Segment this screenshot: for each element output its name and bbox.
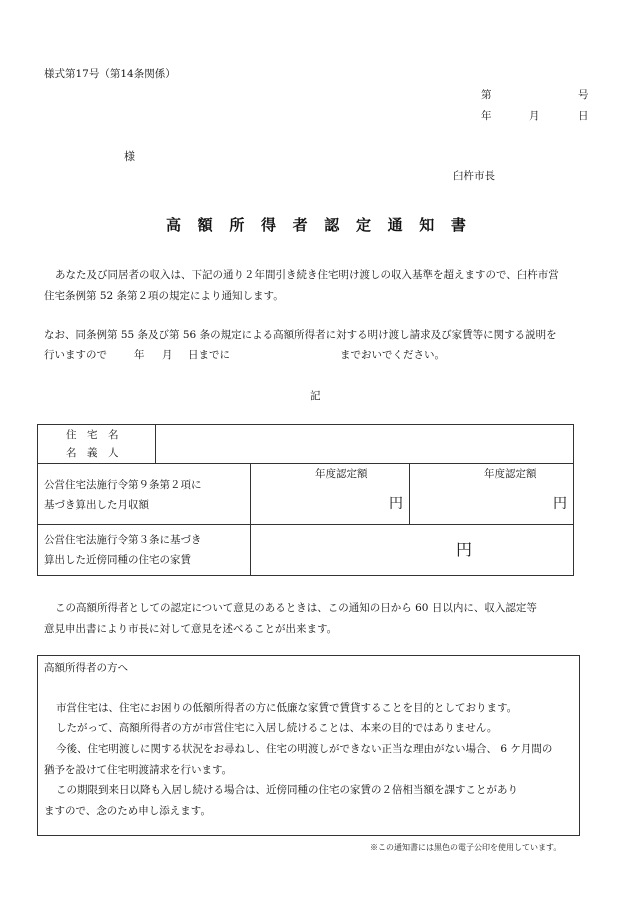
nendo-label-2: 年度認定額 [484, 468, 537, 480]
table-vline [409, 463, 410, 525]
notice-line: 市営住宅は、住宅にお困りの低額所得者の方に低廉な家賃で賃貸することを目的としております。 [56, 702, 518, 714]
page-title [166, 214, 466, 235]
notice-line: したがって、高額所得者の方が市営住宅に入居し続けることは、本来の目的ではありません。 [56, 722, 498, 734]
ki-label: 記 [310, 390, 321, 402]
notice-line: この期限到来日以降も入居し続ける場合は、近傍同種の住宅の家賃の２倍相当額を課すことがあり [56, 784, 518, 796]
yen-2: 円 [553, 496, 567, 512]
para3-line1: この高額所得者としての認定について意見のあるときは、この通知の日から 60 日以内に、収入認定等 [55, 602, 537, 614]
para1-line2: 住宅条例第 52 条第２項の規定により通知します。 [44, 290, 284, 302]
title-char: 額 [197, 216, 213, 234]
date-day: 日 [578, 110, 589, 122]
title-char: 定 [355, 216, 371, 234]
title-char: 所 [229, 216, 245, 234]
title-char: 得 [260, 216, 276, 234]
para2-line1: なお、同条例第 55 条及び第 56 条の規定による高額所得者に対する明け渡し請求及び家賃等に関する説明を [44, 329, 557, 341]
notice-heading: 高額所得者の方へ [44, 662, 128, 674]
table-vline [155, 424, 156, 464]
row3-label-2: 算出した近傍同種の住宅の家賃 [44, 554, 191, 566]
para2-month: 月 [162, 349, 173, 361]
row2-label-2: 基づき算出した月収額 [44, 499, 149, 511]
para3-line2: 意見申出書により市長に対して意見を述べることが出来ます。 [44, 623, 338, 635]
yen-3: 円 [456, 540, 473, 559]
para2-year: 年 [134, 349, 145, 361]
title-char: 通 [387, 216, 403, 234]
row1-label-1: 住 宅 名 [66, 429, 119, 441]
doc-number-dai: 第 [481, 89, 492, 101]
title-char: 書 [450, 216, 466, 234]
title-char: 高 [166, 216, 182, 234]
issuer: 臼杵市長 [453, 170, 495, 182]
row2-label-1: 公営住宅法施行令第９条第２項に [44, 479, 202, 491]
notice-line: ますので、念のため申し添えます。 [44, 805, 211, 817]
para1-line1: あなた及び同居者の収入は、下記の通り２年間引き続き住宅明け渡しの収入基準を超えますので、臼杵市営 [55, 269, 559, 281]
notice-line: 猶予を設けて住宅明渡請求を行います。 [44, 764, 233, 776]
notice-line: 今後、住宅明渡しに関する状況をお尋ねし、住宅の明渡しができない正当な理由がない場合、 6 ケ月間の [56, 743, 553, 755]
date-month: 月 [529, 110, 540, 122]
table-hline [37, 524, 574, 525]
para2-come: までおいでください。 [340, 349, 445, 361]
row1-label-2: 名 義 人 [66, 447, 119, 459]
title-char: 者 [292, 216, 308, 234]
date-year: 年 [481, 110, 492, 122]
row3-label-1: 公営住宅法施行令第３条に基づき [44, 534, 202, 546]
addressee-suffix: 様 [124, 150, 135, 163]
para2-day-until: 日までに [188, 349, 230, 361]
title-char: 知 [419, 216, 435, 234]
title-char: 認 [324, 216, 340, 234]
table-vline [250, 463, 251, 576]
para2-line2a: 行いますので [44, 349, 107, 361]
doc-number-go: 号 [578, 89, 589, 101]
form-number: 様式第17号（第14条関係） [44, 68, 176, 80]
nendo-label-1: 年度認定額 [315, 468, 368, 480]
footnote: ※この通知書には黒色の電子公印を使用しています。 [370, 843, 562, 852]
yen-1: 円 [389, 496, 403, 512]
